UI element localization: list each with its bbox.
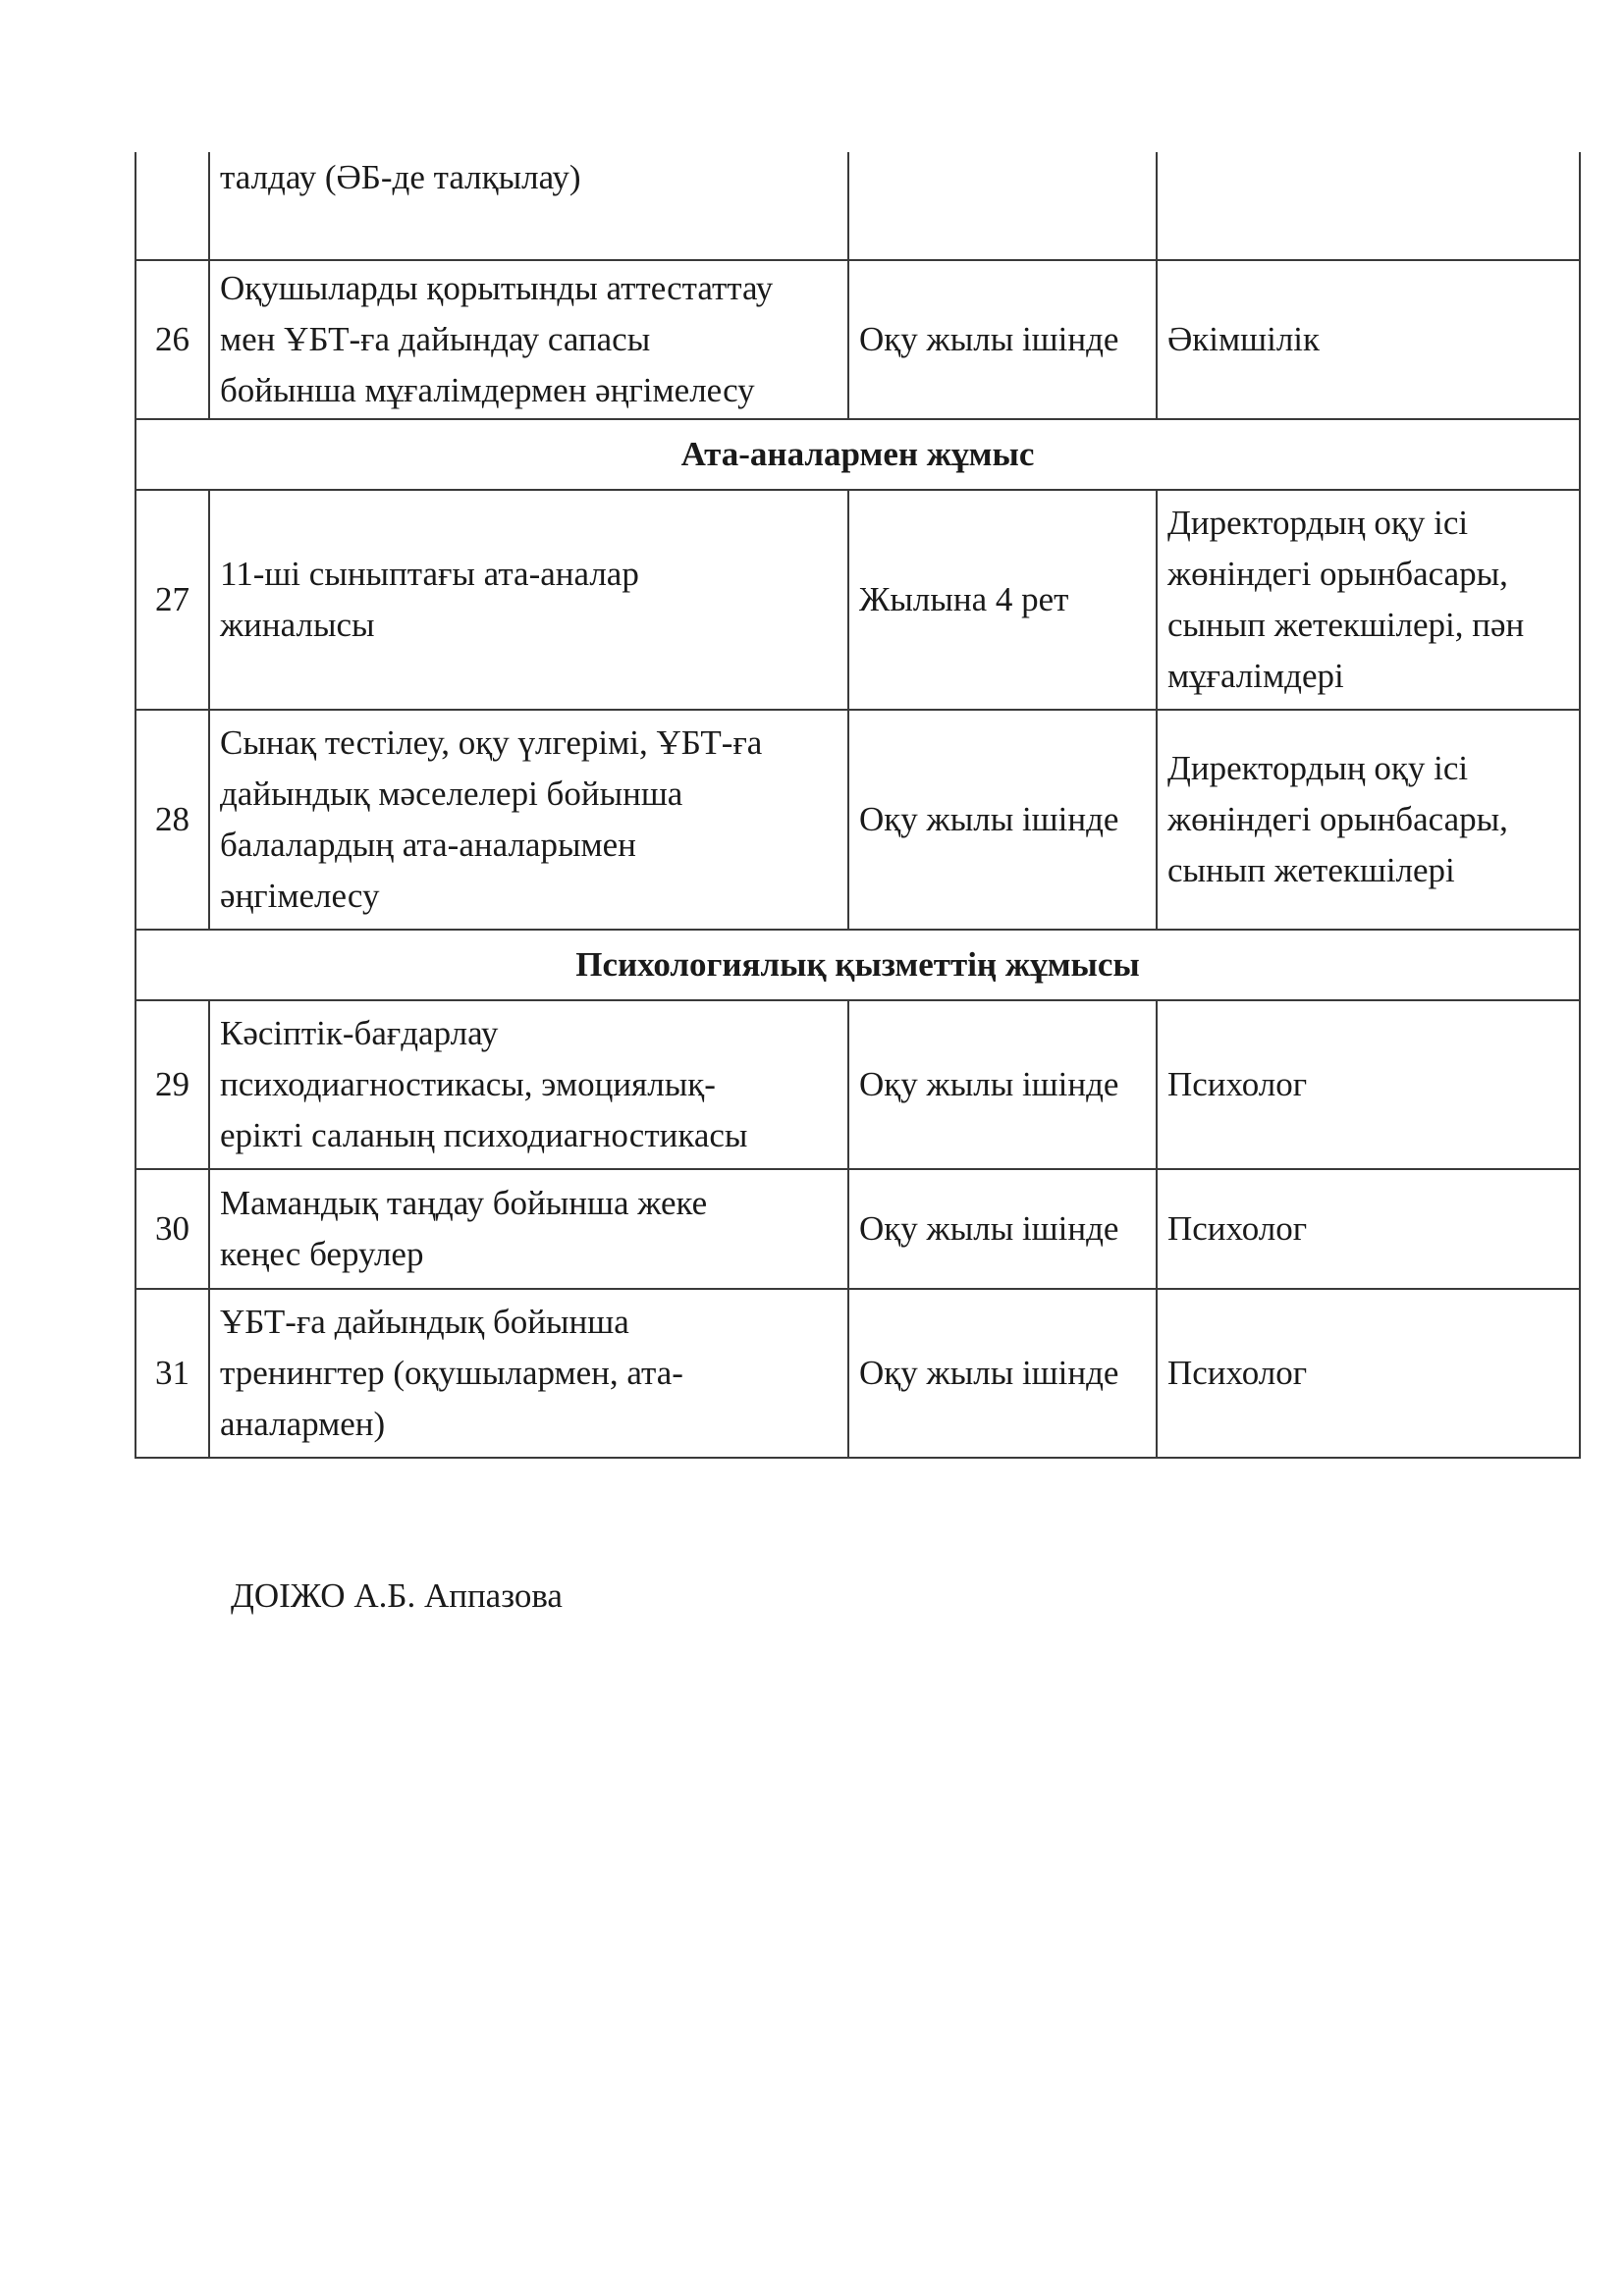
table-row [135,710,1580,930]
table-row [135,1169,1580,1289]
row-number-cell [135,260,209,419]
activity-text: Оқушыларды қорытынды аттестаттау мен ҰБТ-ға дайындау сапасы бойынша мұғалімдермен әңгімелесу [220,269,774,409]
term-cell [848,152,1157,260]
term-cell [848,260,1157,419]
term-cell [848,1169,1157,1289]
activity-text: ҰБТ-ға дайындық бойынша тренингтер (оқушылармен, ата- аналармен) [220,1303,683,1443]
table-row [135,490,1580,710]
activity-cell [209,1000,848,1169]
term-cell [848,1289,1157,1458]
term-text: Оқу жылы ішінде [859,800,1119,838]
responsible-text: Әкімшілік [1167,320,1321,358]
responsible-cell [1157,710,1580,930]
row-number-cell [135,1169,209,1289]
row-number-text: 30 [155,1209,189,1248]
row-number-cell [135,1000,209,1169]
row-number-text: 31 [155,1354,189,1392]
activity-cell [209,1169,848,1289]
section-header-row [135,419,1580,490]
row-number-text: 26 [155,320,189,358]
table-row [135,260,1580,419]
responsible-cell [1157,260,1580,419]
section-title: Психологиялық қызметтің жұмысы [135,930,1580,1000]
activity-cell [209,710,848,930]
responsible-cell [1157,1169,1580,1289]
activity-cell [209,490,848,710]
section-title: Ата-аналармен жұмыс [135,419,1580,490]
row-number-text: 29 [155,1065,189,1103]
responsible-cell [1157,152,1580,260]
term-cell [848,710,1157,930]
row-number-cell [135,710,209,930]
signature-line: ДОІЖО А.Б. Аппазова [231,1576,563,1615]
responsible-text: Директордың оқу ісі жөніндегі орынбасары, сынып жетекшілері [1167,749,1508,889]
activity-text: Мамандық таңдау бойынша жеке кеңес берулер [220,1184,708,1273]
row-number-cell [135,490,209,710]
table-row [135,1000,1580,1169]
term-text: Оқу жылы ішінде [859,1065,1119,1103]
responsible-cell [1157,490,1580,710]
term-text: Оқу жылы ішінде [859,1209,1119,1248]
section-header-row [135,930,1580,1000]
row-number-text: 27 [155,580,189,618]
table-row-continuation [135,152,1580,260]
row-number-text: 28 [155,800,189,838]
plan-table-body [135,152,1580,1458]
responsible-text: Директордың оқу ісі жөніндегі орынбасары, сынып жетекшілері, пән мұғалімдері [1167,504,1525,695]
table-row [135,1289,1580,1458]
responsible-text: Психолог [1167,1209,1308,1248]
activity-text: Кәсіптік-бағдарлау психодиагностикасы, эмоциялық- ерікті саланың психодиагностикасы [220,1014,748,1154]
row-number-cell [135,1289,209,1458]
activity-cell [209,1289,848,1458]
responsible-cell [1157,1000,1580,1169]
activity-text: 11-ші сыныптағы ата-аналар жиналысы [220,555,639,644]
term-text: Оқу жылы ішінде [859,1354,1119,1392]
term-text: Жылына 4 рет [859,580,1069,618]
activity-cell [209,260,848,419]
activity-text: талдау (ӘБ-де талқылау) [220,158,581,196]
responsible-text: Психолог [1167,1065,1308,1103]
plan-table [135,152,1581,1459]
term-cell [848,1000,1157,1169]
activity-text: Сынақ тестілеу, оқу үлгерімі, ҰБТ-ға дайындық мәселелері бойынша балалардың ата-аналарымен әңгімелесу [220,723,763,915]
term-cell [848,490,1157,710]
row-number-cell [135,152,209,260]
activity-cell [209,152,848,260]
responsible-text: Психолог [1167,1354,1308,1392]
term-text: Оқу жылы ішінде [859,320,1119,358]
responsible-cell [1157,1289,1580,1458]
